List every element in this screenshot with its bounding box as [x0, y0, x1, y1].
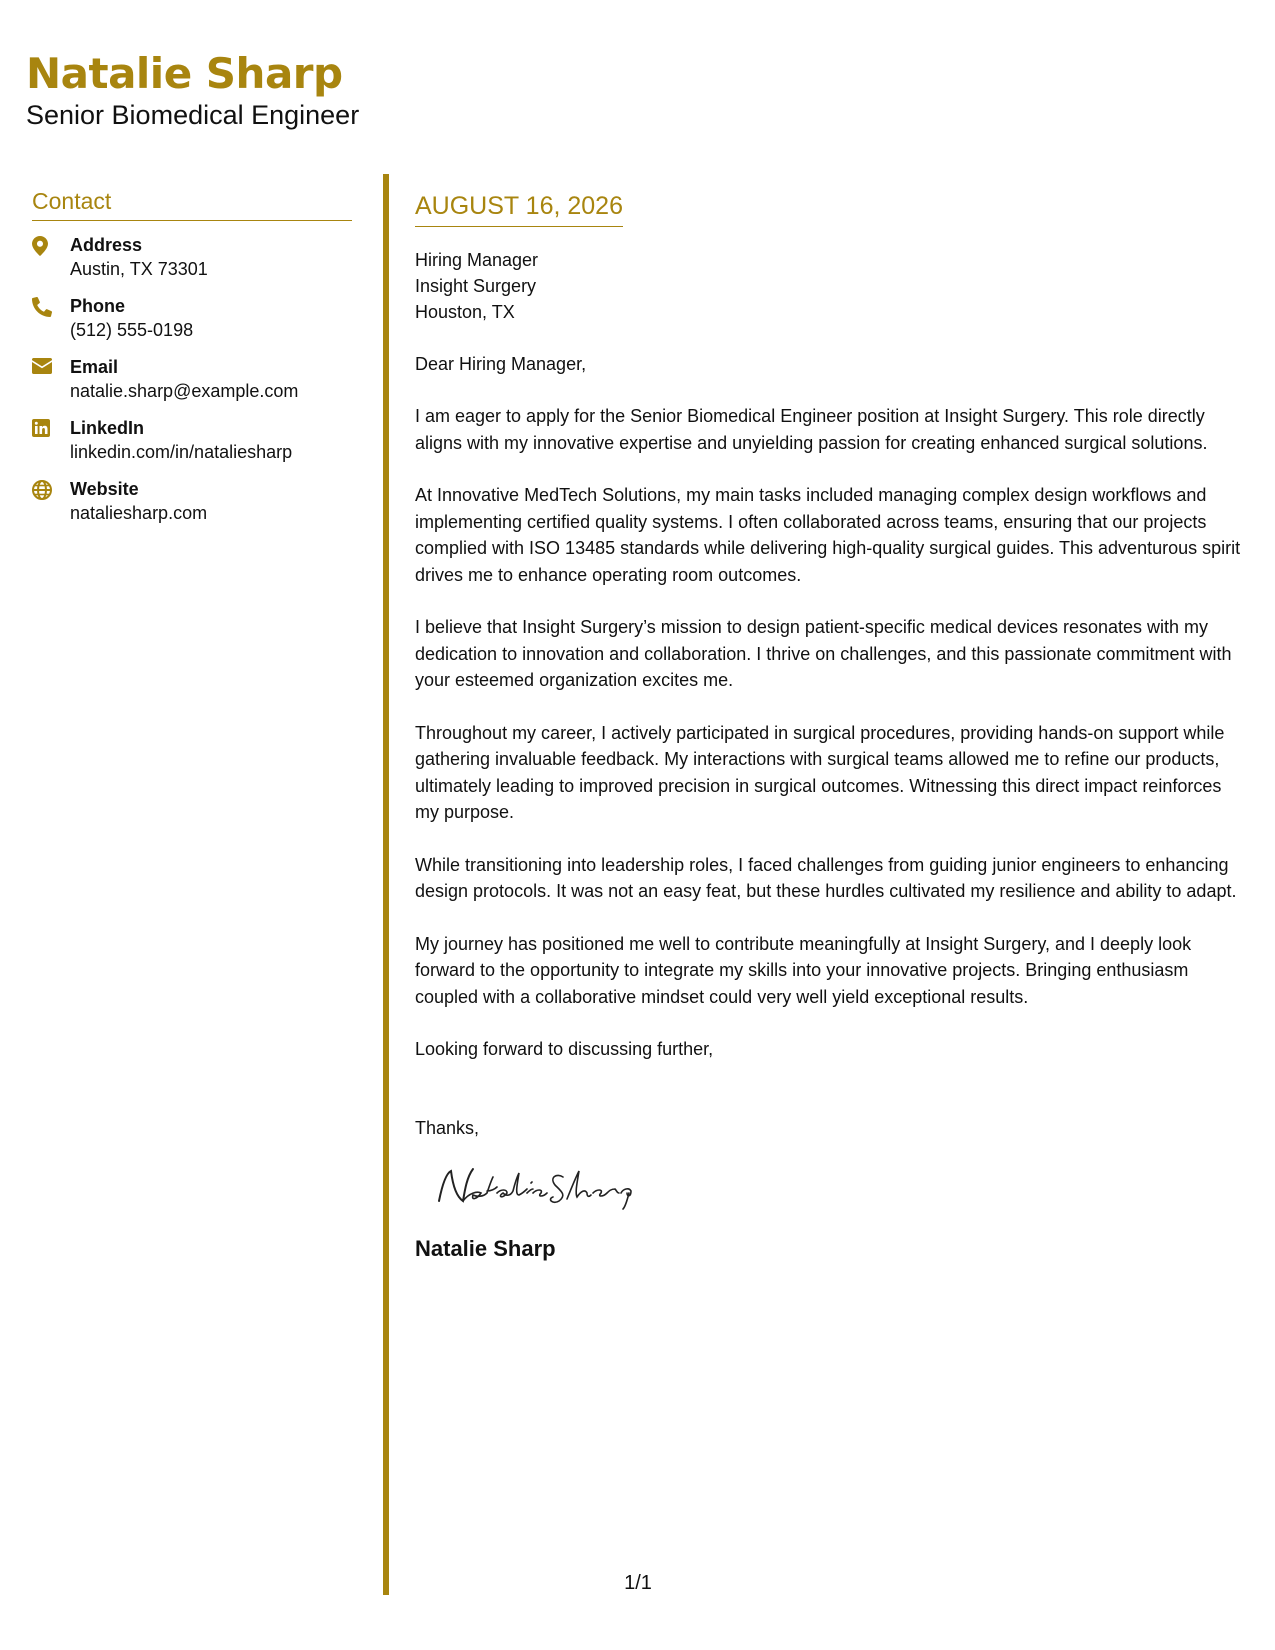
- linkedin-icon: [32, 416, 70, 464]
- applicant-title: Senior Biomedical Engineer: [26, 100, 360, 130]
- globe-icon: [32, 477, 70, 525]
- contact-label: Email: [70, 357, 119, 377]
- contact-item-website: [32, 477, 352, 525]
- map-pin-icon: [32, 233, 70, 281]
- website-value[interactable]: nataliesharp.com: [70, 503, 208, 523]
- contact-label: Address: [70, 235, 143, 255]
- contact-item-address: [32, 233, 352, 281]
- body-paragraph: At Innovative MedTech Solutions, my main tasks included managing complex design workflows and implementing certified quality systems. I often collaborated across teams, ensuring that our projects complied with ISO 13485 standards while delivering high-quality surgical guides. This adventurous spirit drives me to enhance operating room outcomes.: [415, 485, 1241, 585]
- envelope-icon: [32, 355, 70, 403]
- recipient-line: Houston, TX: [415, 302, 515, 322]
- contact-list: [32, 233, 352, 525]
- phone-icon: [32, 294, 70, 342]
- body-paragraph: My journey has positioned me well to contribute meaningfully at Insight Surgery, and I deeply look forward to the opportunity to integrate my skills into your innovative projects. Bringing enthusiasm coupled with a collaborative mindset could very well yield exceptional results.: [415, 933, 1192, 1007]
- body-paragraph: While transitioning into leadership roles, I faced challenges from guiding junior engineers to enhancing design protocols. It was not an easy feat, but these hurdles cultivated my resilience and ability to adapt.: [415, 854, 1237, 901]
- contact-item-email: [32, 355, 352, 403]
- salutation: Dear Hiring Manager,: [415, 354, 587, 374]
- recipient-line: Hiring Manager: [415, 250, 539, 270]
- handwritten-signature: [433, 1163, 1250, 1216]
- contact-label: Website: [70, 479, 139, 499]
- letter-date: AUGUST 16, 2026: [415, 190, 623, 227]
- closing-line: Looking forward to discussing further,: [415, 1039, 714, 1059]
- page-number: 1/1: [624, 1572, 652, 1594]
- contact-item-phone: [32, 294, 352, 342]
- body-paragraph: Throughout my career, I actively participated in surgical procedures, providing hands-on support while gathering invaluable feedback. My interactions with surgical teams allowed me to refine our products, ultimately leading to improved precision in surgical outcomes. Witnessing this direct impact reinforces my purpose.: [415, 722, 1225, 822]
- recipient-block: [415, 247, 1250, 325]
- body-paragraph: I am eager to apply for the Senior Biomedical Engineer position at Insight Surgery. This role directly aligns with my innovative expertise and unyielding passion for creating enhanced surgical solutions.: [415, 406, 1208, 453]
- body-paragraph: I believe that Insight Surgery’s mission to design patient-specific medical devices resonates with my dedication to innovation and collaboration. I thrive on challenges, and this passionate commitment with your esteemed organization excites me.: [415, 617, 1232, 690]
- phone-value: (512) 555-0198: [70, 320, 194, 340]
- contact-label: Phone: [70, 296, 126, 316]
- vertical-divider: [383, 174, 389, 1595]
- address-value: Austin, TX 73301: [70, 259, 208, 279]
- contact-item-linkedin: [32, 416, 352, 464]
- signoff: Thanks,: [415, 1118, 480, 1138]
- signer-name: Natalie Sharp: [415, 1236, 556, 1261]
- letter-body: [415, 190, 1250, 1264]
- email-value[interactable]: natalie.sharp@example.com: [70, 381, 299, 401]
- contact-heading: Contact: [32, 186, 352, 221]
- applicant-name: Natalie Sharp: [26, 49, 343, 98]
- contact-label: LinkedIn: [70, 418, 145, 438]
- linkedin-value[interactable]: linkedin.com/in/nataliesharp: [70, 442, 293, 462]
- contact-sidebar: [32, 186, 352, 538]
- recipient-line: Insight Surgery: [415, 276, 537, 296]
